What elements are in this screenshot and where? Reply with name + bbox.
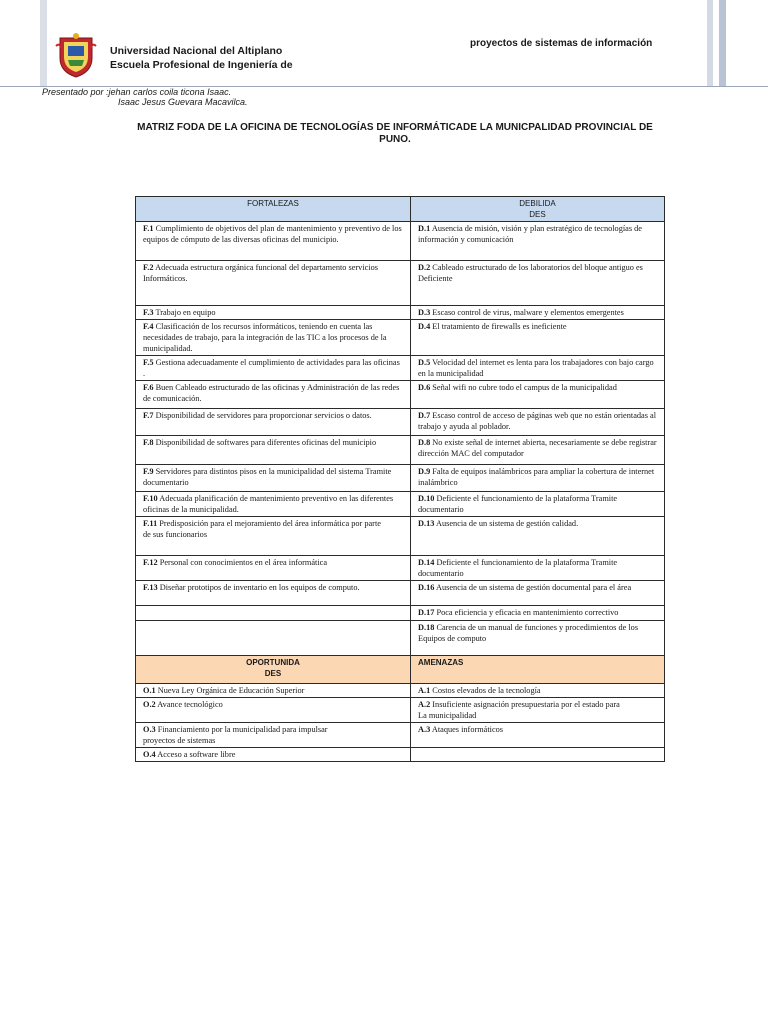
table-row [136, 409, 665, 436]
item-code: D.3 [418, 308, 431, 317]
item-text: Ausencia de misión, visión y plan estratégico de tecnologías de información y comunicación [418, 224, 642, 244]
item-code: F.8 [143, 438, 154, 447]
table-row [136, 581, 665, 606]
item-text: Trabajo en equipo [153, 308, 216, 317]
weaknesses-header-text: DEBILIDA DES [519, 199, 556, 219]
item-text: Personal con conocimientos en el área informática [157, 558, 328, 567]
school-line: Escuela Profesional de Ingeniería de [110, 59, 293, 71]
weakness-right-cell [411, 465, 665, 492]
item-code: F.10 [143, 494, 158, 503]
table-row [136, 556, 665, 581]
weakness-right-cell [411, 381, 665, 409]
item-code: F.2 [143, 263, 154, 272]
table-row [136, 606, 665, 621]
threat-right-cell [411, 684, 665, 698]
weakness-right-cell [411, 581, 665, 606]
item-code: O.2 [143, 700, 156, 709]
strength-left-cell [136, 222, 411, 261]
item-code: F.4 [143, 322, 154, 331]
strengths-weaknesses-header-row [136, 197, 665, 222]
item-text: El tratamiento de firewalls es ineficiente [430, 322, 567, 331]
item-code: F.1 [143, 224, 154, 233]
strength-left-cell [136, 465, 411, 492]
item-code: D.7 [418, 411, 431, 420]
table-row [136, 465, 665, 492]
opportunity-left-cell [136, 698, 411, 723]
right-margin-bar [707, 0, 713, 86]
strength-left-cell [136, 356, 411, 381]
item-code: F.12 [143, 558, 158, 567]
strength-left-cell [136, 261, 411, 306]
table-row [136, 381, 665, 409]
item-text: Velocidad del internet es lenta para los trabajadores con bajo cargo en la municipalidad [418, 358, 654, 378]
table-row [136, 306, 665, 320]
university-name [110, 44, 293, 72]
weaknesses-header [411, 197, 665, 222]
item-code: F.3 [143, 308, 154, 317]
item-code: D.10 [418, 494, 435, 503]
item-text: Ausencia de un sistema de gestión calidad. [434, 519, 579, 528]
strength-left-cell [136, 306, 411, 320]
item-text: Carencia de un manual de funciones y procedimientos de los Equipos de computo [418, 623, 639, 643]
item-code: D.18 [418, 623, 435, 632]
table-row [136, 261, 665, 306]
table-row [136, 698, 665, 723]
table-row [136, 222, 665, 261]
item-text: Deficiente el funcionamiento de la plataforma Tramite documentario [418, 494, 618, 514]
table-row [136, 436, 665, 465]
item-text: Avance tecnológico [155, 700, 223, 709]
project-label: proyectos de sistemas de información [470, 38, 653, 49]
item-text: Escaso control de acceso de páginas web que no están orientadas al trabajo y ayuda al poblador. [418, 411, 656, 431]
item-text: Adecuada planificación de mantenimiento preventivo en las diferentes oficinas de la municipalidad. [143, 494, 394, 514]
item-text: Nueva Ley Orgánica de Educación Superior [155, 686, 305, 695]
threat-right-cell [411, 748, 665, 762]
table-row [136, 684, 665, 698]
table-row [136, 356, 665, 381]
weakness-right-cell [411, 517, 665, 556]
threat-right-cell [411, 723, 665, 748]
item-code: A.3 [418, 725, 431, 734]
item-text: Señal wifi no cubre todo el campus de la municipalidad [430, 383, 617, 392]
weakness-right-cell [411, 409, 665, 436]
strength-left-cell [136, 492, 411, 517]
item-text: Disponibilidad de servidores para proporcionar servicios o datos. [153, 411, 372, 420]
strength-left-cell [136, 320, 411, 356]
item-text: Cumplimiento de objetivos del plan de mantenimiento y preventivo de los equipos de cómputo de las diversas oficinas del municipio. [143, 224, 402, 244]
item-code: D.8 [418, 438, 431, 447]
item-code: O.4 [143, 750, 156, 759]
item-code: O.1 [143, 686, 156, 695]
item-text: Diseñar prototipos de inventario en los equipos de computo. [157, 583, 360, 592]
item-text: Poca eficiencia y eficacia en mantenimiento correctivo [434, 608, 619, 617]
strength-left-cell [136, 621, 411, 656]
item-code: D.5 [418, 358, 431, 367]
strength-left-cell [136, 606, 411, 621]
weakness-right-cell [411, 320, 665, 356]
threat-right-cell [411, 698, 665, 723]
opportunities-header: OPORTUNIDA DES [136, 656, 411, 684]
item-text: Escaso control de virus, malware y elementos emergentes [430, 308, 624, 317]
item-code: O.3 [143, 725, 156, 734]
item-code: D.17 [418, 608, 435, 617]
item-text: Servidores para distintos pisos en la municipalidad del sistema Tramite documentario [143, 467, 392, 487]
item-text: Falta de equipos inalámbricos para ampliar la cobertura de internet inalámbrico [418, 467, 655, 487]
foda-matrix-table [135, 196, 665, 762]
item-code: F.11 [143, 519, 158, 528]
item-code: D.9 [418, 467, 431, 476]
item-code: F.7 [143, 411, 154, 420]
item-code: F.9 [143, 467, 154, 476]
item-code: F.6 [143, 383, 154, 392]
weakness-right-cell [411, 492, 665, 517]
weakness-right-cell [411, 556, 665, 581]
item-code: A.1 [418, 686, 431, 695]
table-row [136, 748, 665, 762]
opportunity-left-cell [136, 748, 411, 762]
strengths-header [136, 197, 411, 222]
right-margin-bar-dark [719, 0, 726, 86]
strength-left-cell [136, 556, 411, 581]
strength-left-cell [136, 517, 411, 556]
item-code: D.16 [418, 583, 435, 592]
item-code: D.13 [418, 519, 435, 528]
table-row [136, 320, 665, 356]
strength-left-cell [136, 581, 411, 606]
item-code: F.5 [143, 358, 154, 367]
item-code: D.2 [418, 263, 431, 272]
item-code: A.2 [418, 700, 431, 709]
item-text: Gestiona adecuadamente el cumplimiento de actividades para las oficinas . [143, 358, 400, 378]
presented-by-line-1: Presentado por :jehan carlos coila ticona Isaac. [42, 87, 232, 97]
table-row [136, 517, 665, 556]
item-text: Disponibilidad de softwares para diferentes oficinas del municipio [153, 438, 377, 447]
item-code: D.6 [418, 383, 431, 392]
weakness-right-cell [411, 436, 665, 465]
left-margin-bar [40, 0, 47, 86]
item-text: Clasificación de los recursos informáticos, teniendo en cuenta las necesidades de trabajo, para la integración de las TIC a los procesos de la municipalidad. [143, 322, 387, 353]
weakness-right-cell [411, 222, 665, 261]
item-code: D.1 [418, 224, 431, 233]
table-row [136, 621, 665, 656]
item-text: Insuficiente asignación presupuestaria por el estado para La municipalidad [418, 700, 620, 720]
weakness-right-cell [411, 356, 665, 381]
weakness-right-cell [411, 621, 665, 656]
opportunities-threats-header-row [136, 656, 665, 684]
item-text: Ausencia de un sistema de gestión documental para el área [434, 583, 632, 592]
weakness-right-cell [411, 606, 665, 621]
strength-left-cell [136, 381, 411, 409]
table-row [136, 492, 665, 517]
university-line: Universidad Nacional del Altiplano [110, 45, 283, 57]
weakness-right-cell [411, 261, 665, 306]
table-row [136, 723, 665, 748]
weakness-right-cell [411, 306, 665, 320]
foda-table-body [136, 197, 665, 762]
item-code: D.4 [418, 322, 431, 331]
presented-by-line-2: Isaac Jesus Guevara Macavilca. [118, 97, 248, 107]
item-code: D.14 [418, 558, 435, 567]
opportunity-left-cell [136, 723, 411, 748]
item-text: Acceso a software libre [155, 750, 236, 759]
item-text: Deficiente el funcionamiento de la plataforma Tramite documentario [418, 558, 618, 578]
item-text: Adecuada estructura orgánica funcional del departamento servicios Informáticos. [143, 263, 378, 283]
strength-left-cell [136, 436, 411, 465]
document-title: MATRIZ FODA DE LA OFICINA DE TECNOLOGÍAS DE INFORMÁTICADE LA MUNICPALIDAD PROVINCIAL DE PUNO. [137, 122, 653, 145]
item-text: Predisposición para el mejoramiento del área informática por parte de sus funcionarios [143, 519, 381, 539]
item-text: Buen Cableado estructurado de las oficinas y Administración de las redes de comunicación. [143, 383, 400, 403]
threats-header: AMENAZAS [411, 656, 665, 684]
item-text: Financiamiento por la municipalidad para impulsar proyectos de sistemas [143, 725, 328, 745]
opportunity-left-cell [136, 684, 411, 698]
strength-left-cell [136, 409, 411, 436]
item-code: F.13 [143, 583, 158, 592]
item-text: Costos elevados de la tecnología [430, 686, 541, 695]
item-text: No existe señal de internet abierta, necesariamente se debe registrar dirección MAC del computador [418, 438, 657, 458]
item-text: Cableado estructurado de los laboratorios del bloque antiguo es Deficiente [418, 263, 643, 283]
strengths-header-text: FORTALEZAS [247, 199, 299, 208]
university-logo-icon [54, 32, 98, 78]
item-text: Ataques informáticos [430, 725, 504, 734]
